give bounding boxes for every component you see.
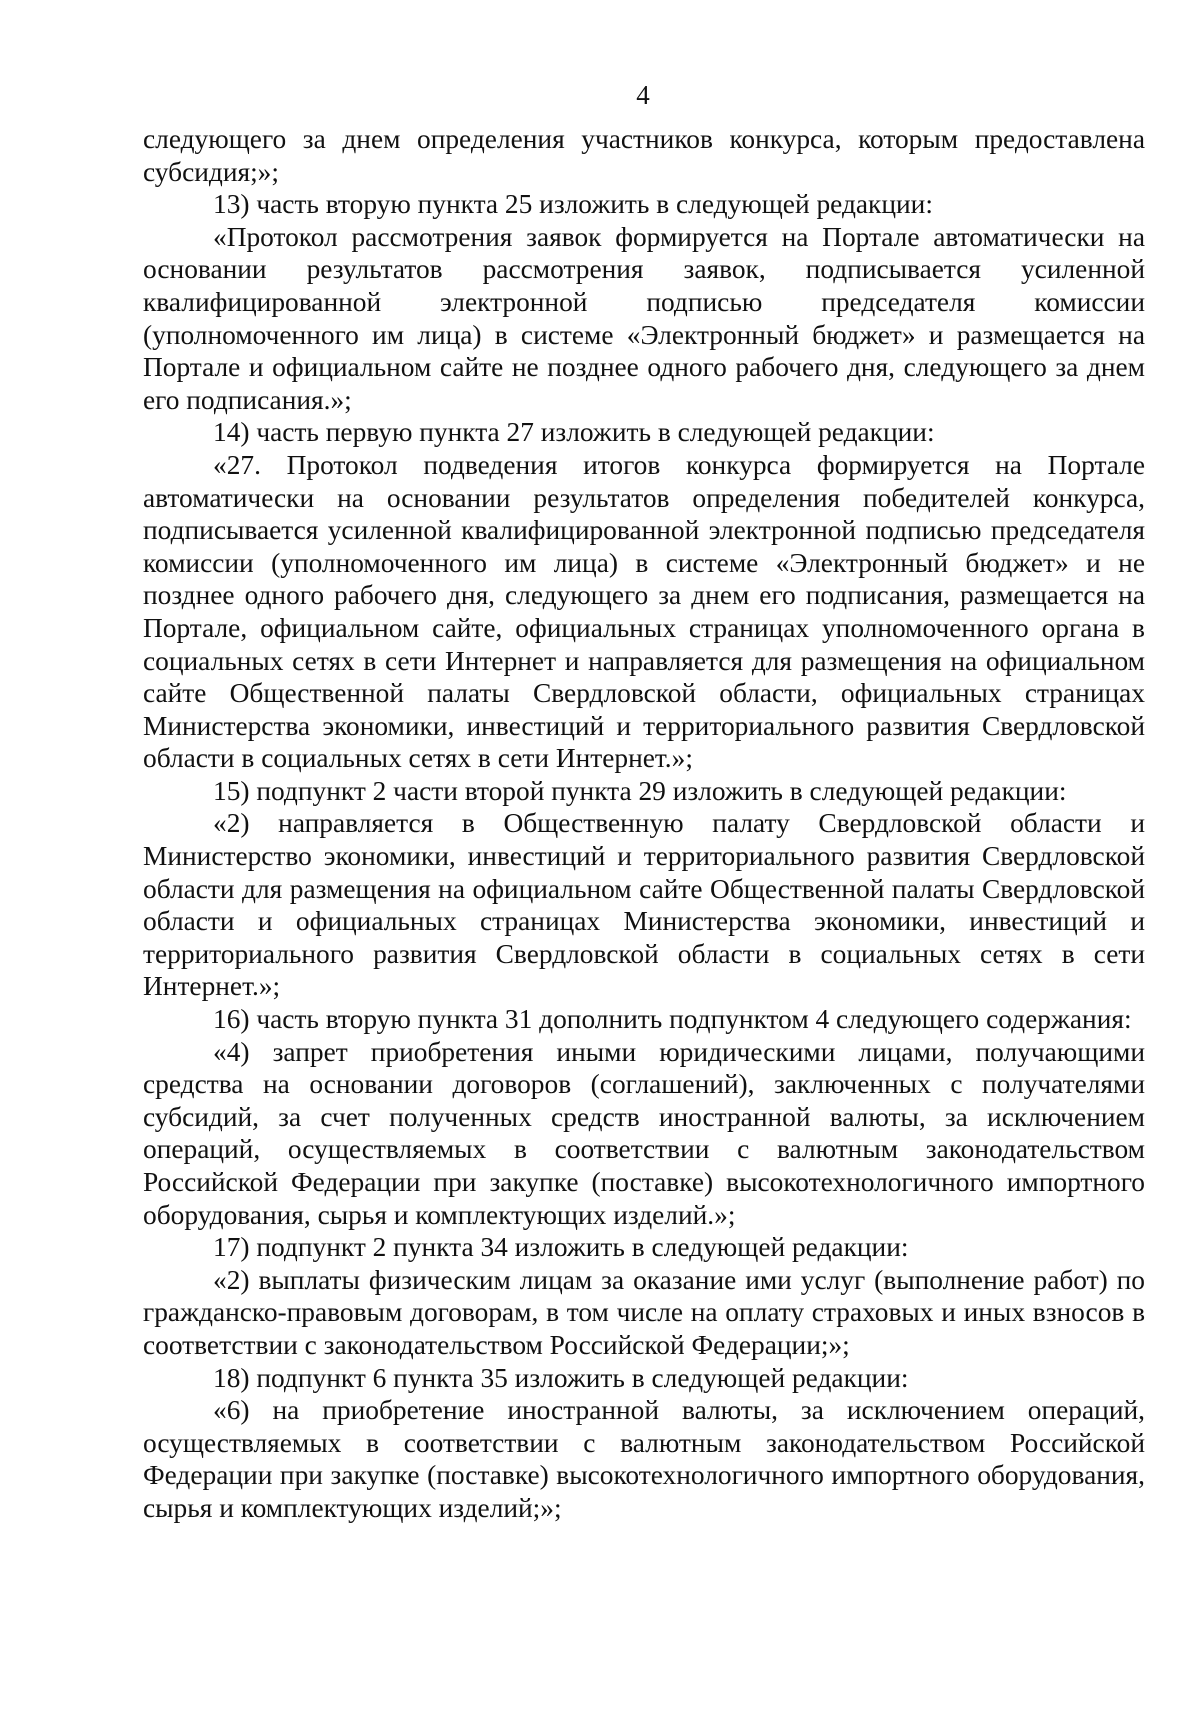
- paragraph-6: 15) подпункт 2 части второй пункта 29 изложить в следующей редакции:: [213, 775, 1067, 806]
- paragraph-5: «27. Протокол подведения итогов конкурса формируется на Портале автоматически на основании результатов определения победителей конкурса, подписывается усиленной квалифицированной электронной подписью председателя комиссии (уполномоченного им лица) в системе «Электронный бюджет» и не позднее одного рабочего дня, следующего за днем его подписания, размещается на Портале, официальном сайте, официальных страницах уполномоченного органа в социальных сетях в сети Интернет и направляется для размещения на официальном сайте Общественной палаты Свердловской области, официальных страницах Министерства экономики, инвестиций и территориального развития Свердловской области в социальных сетях в сети Интернет.»;: [143, 449, 1145, 774]
- page-number: 4: [636, 80, 650, 110]
- paragraph-12: 18) подпункт 6 пункта 35 изложить в следующей редакции:: [213, 1362, 909, 1393]
- paragraph-7: «2) направляется в Общественную палату Свердловской области и Министерство экономики, инвестиций и территориального развития Свердловской области для размещения на официальном сайте Общественной палаты Свердловской области и официальных страницах Министерства экономики, инвестиций и территориального развития Свердловской области в социальных сетях в сети Интернет.»;: [143, 808, 1145, 1002]
- paragraph-10: 17) подпункт 2 пункта 34 изложить в следующей редакции:: [213, 1232, 909, 1263]
- paragraph-8: 16) часть вторую пункта 31 дополнить подпунктом 4 следующего содержания:: [213, 1004, 1132, 1035]
- document-body: [143, 123, 1145, 1525]
- paragraph-2: 13) часть вторую пункта 25 изложить в следующей редакции:: [213, 189, 933, 220]
- paragraph-4: 14) часть первую пункта 27 изложить в следующей редакции:: [213, 417, 935, 448]
- paragraph-13: «6) на приобретение иностранной валюты, за исключением операций, осуществляемых в соответствии с валютным законодательством Российской Федерации при закупке (поставке) высокотехнологичного импортного оборудования, сырья и комплектующих изделий;»;: [143, 1395, 1145, 1523]
- paragraph-1: следующего за днем определения участников конкурса, которым предоставлена субсидия;»;: [143, 124, 1145, 187]
- paragraph-9: «4) запрет приобретения иными юридическими лицами, получающими средства на основании договоров (соглашений), заключенных с получателями субсидий, за счет полученных средств иностранной валюты, за исключением операций, осуществляемых в соответствии с валютным законодательством Российской Федерации при закупке (поставке) высокотехнологичного импортного оборудования, сырья и комплектующих изделий.»;: [143, 1036, 1145, 1230]
- paragraph-11: «2) выплаты физическим лицам за оказание ими услуг (выполнение работ) по гражданско-правовым договорам, в том числе на оплату страховых и иных взносов в соответствии с законодательством Российской Федерации;»;: [143, 1264, 1145, 1360]
- paragraph-3: «Протокол рассмотрения заявок формируется на Портале автоматически на основании результатов рассмотрения заявок, подписывается усиленной квалифицированной электронной подписью председателя комиссии (уполномоченного им лица) в системе «Электронный бюджет» и размещается на Портале и официальном сайте не позднее одного рабочего дня, следующего за днем его подписания.»;: [143, 221, 1145, 415]
